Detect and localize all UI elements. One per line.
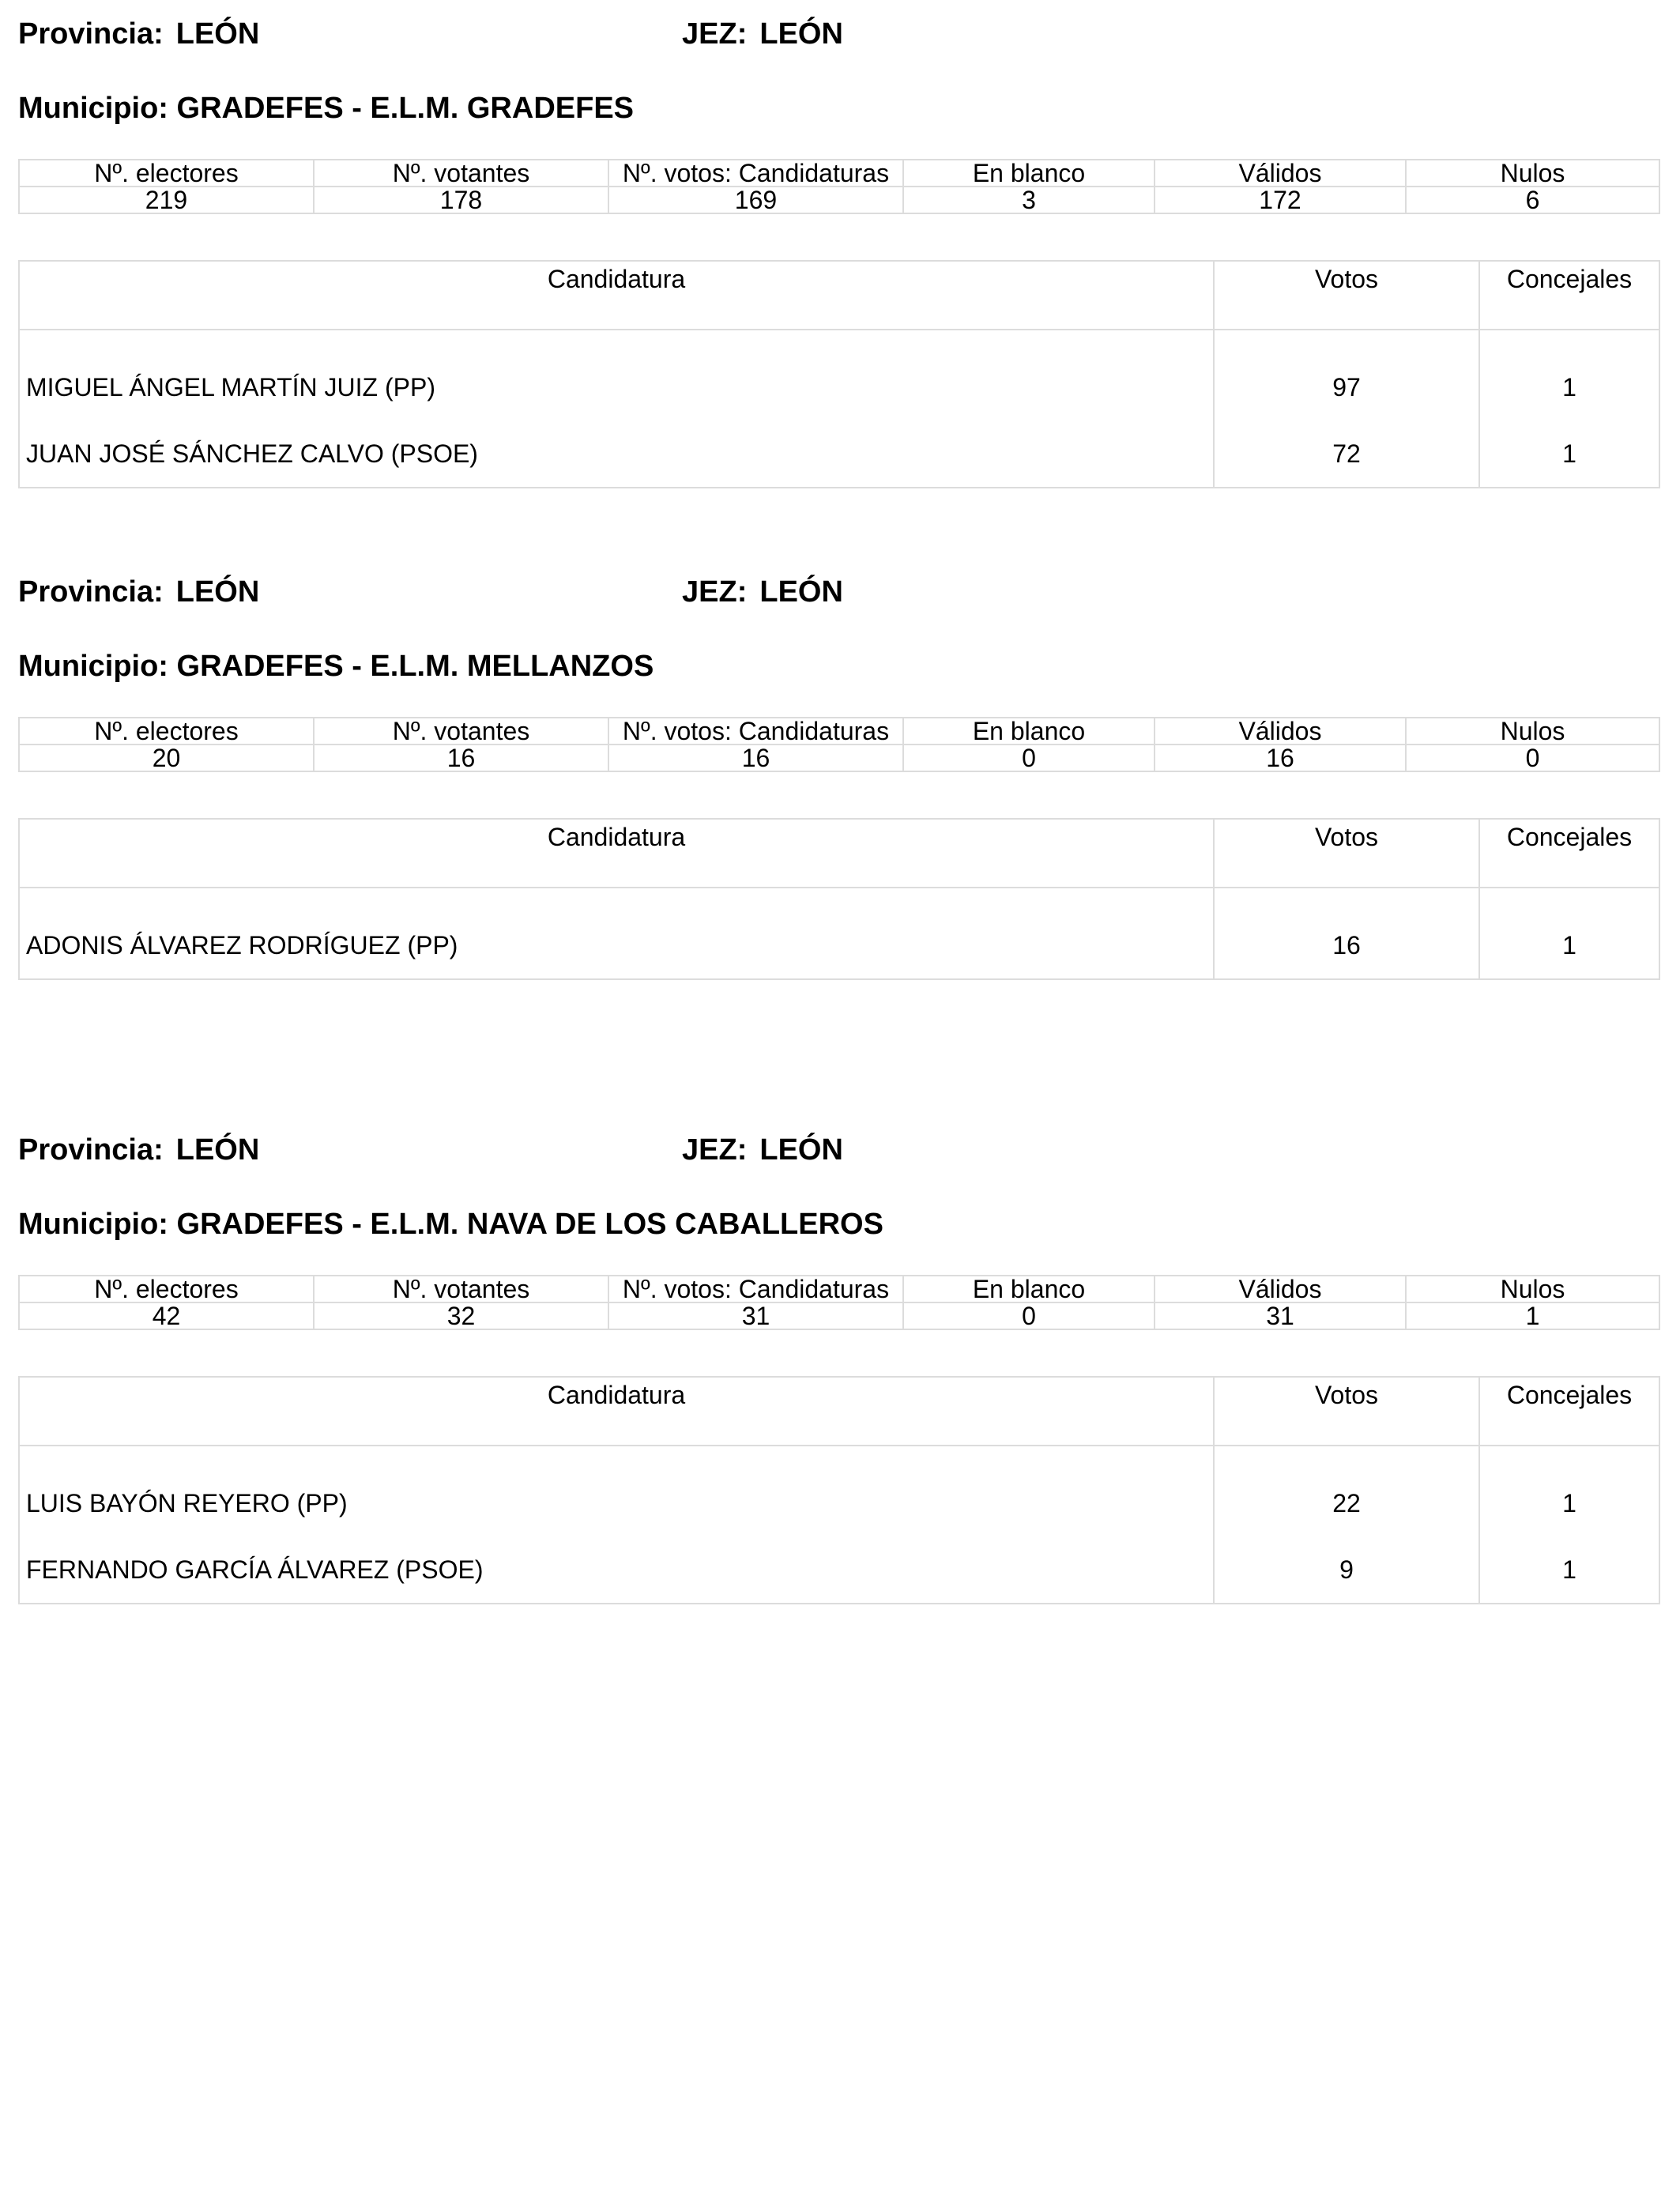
provincia-value: LEÓN	[175, 1133, 260, 1167]
stats-value: 0	[1406, 745, 1659, 771]
stats-value-row	[19, 187, 1659, 213]
candidatura-header: Candidatura	[19, 819, 1214, 888]
stats-header: Válidos	[1155, 718, 1406, 745]
municipio-line	[18, 650, 654, 684]
votos-header: Votos	[1214, 819, 1479, 888]
candidate-name: JUAN JOSÉ SÁNCHEZ CALVO (PSOE)	[19, 420, 1214, 488]
jez-line	[682, 1133, 843, 1167]
provincia-label: Provincia:	[18, 1133, 164, 1167]
provincia-value: LEÓN	[175, 575, 260, 609]
stats-header-row	[19, 718, 1659, 745]
candidates-table	[18, 1376, 1660, 1604]
provincia-label: Provincia:	[18, 575, 164, 609]
concejales-header: Concejales	[1479, 1377, 1659, 1446]
jez-value: LEÓN	[759, 1133, 843, 1167]
jez-line	[682, 17, 843, 51]
stats-header: Válidos	[1155, 1276, 1406, 1302]
provincia-line	[18, 575, 259, 609]
candidate-row	[19, 888, 1659, 979]
concejales-header: Concejales	[1479, 261, 1659, 330]
candidate-votos: 72	[1214, 420, 1479, 488]
candidate-name: MIGUEL ÁNGEL MARTÍN JUIZ (PP)	[19, 330, 1214, 420]
candidate-votos: 9	[1214, 1536, 1479, 1604]
candidatura-header: Candidatura	[19, 261, 1214, 330]
stats-header: Nº. electores	[19, 718, 314, 745]
candidates-table	[18, 818, 1660, 980]
stats-header: Nº. votantes	[314, 1276, 608, 1302]
stats-value: 169	[608, 187, 903, 213]
stats-header: Nº. electores	[19, 160, 314, 187]
stats-header: Nº. votantes	[314, 160, 608, 187]
candidate-row	[19, 1446, 1659, 1536]
stats-header: Nulos	[1406, 1276, 1659, 1302]
candidate-row	[19, 1536, 1659, 1604]
provincia-value: LEÓN	[175, 17, 260, 51]
stats-header: En blanco	[903, 1276, 1155, 1302]
stats-value: 6	[1406, 187, 1659, 213]
candidate-name: LUIS BAYÓN REYERO (PP)	[19, 1446, 1214, 1536]
stats-value: 32	[314, 1302, 608, 1329]
stats-value: 178	[314, 187, 608, 213]
stats-value: 16	[314, 745, 608, 771]
jez-label: JEZ:	[682, 575, 748, 609]
stats-header: Válidos	[1155, 160, 1406, 187]
municipio-line	[18, 92, 634, 126]
votos-header: Votos	[1214, 1377, 1479, 1446]
stats-value-row	[19, 1302, 1659, 1329]
municipio-line	[18, 1208, 883, 1242]
jez-line	[682, 575, 843, 609]
stats-value: 0	[903, 745, 1155, 771]
candidatura-header: Candidatura	[19, 1377, 1214, 1446]
stats-value: 1	[1406, 1302, 1659, 1329]
candidates-header-row	[19, 1377, 1659, 1446]
provincia-line	[18, 1133, 259, 1167]
concejales-header: Concejales	[1479, 819, 1659, 888]
stats-value: 172	[1155, 187, 1406, 213]
jez-value: LEÓN	[759, 575, 843, 609]
stats-table	[18, 1275, 1660, 1330]
provincia-label: Provincia:	[18, 17, 164, 51]
stats-value: 31	[1155, 1302, 1406, 1329]
stats-header: En blanco	[903, 718, 1155, 745]
votos-header: Votos	[1214, 261, 1479, 330]
stats-table	[18, 717, 1660, 772]
municipio-value: GRADEFES - E.L.M. NAVA DE LOS CABALLEROS	[176, 1208, 883, 1241]
candidate-concejales: 1	[1479, 330, 1659, 420]
stats-header: En blanco	[903, 160, 1155, 187]
stats-header: Nulos	[1406, 718, 1659, 745]
stats-header-row	[19, 160, 1659, 187]
stats-header: Nº. votos: Candidaturas	[608, 160, 903, 187]
jez-value: LEÓN	[759, 17, 843, 51]
candidate-votos: 97	[1214, 330, 1479, 420]
stats-header: Nº. votantes	[314, 718, 608, 745]
stats-value: 16	[1155, 745, 1406, 771]
provincia-line	[18, 17, 259, 51]
candidate-concejales: 1	[1479, 1446, 1659, 1536]
candidate-concejales: 1	[1479, 420, 1659, 488]
jez-label: JEZ:	[682, 17, 748, 51]
stats-table	[18, 159, 1660, 214]
candidate-row	[19, 330, 1659, 420]
candidate-votos: 16	[1214, 888, 1479, 979]
candidate-row	[19, 420, 1659, 488]
candidate-votos: 22	[1214, 1446, 1479, 1536]
stats-value: 3	[903, 187, 1155, 213]
candidates-table	[18, 260, 1660, 488]
stats-value: 42	[19, 1302, 314, 1329]
stats-header: Nº. votos: Candidaturas	[608, 718, 903, 745]
stats-header-row	[19, 1276, 1659, 1302]
stats-value-row	[19, 745, 1659, 771]
stats-value: 219	[19, 187, 314, 213]
candidate-name: FERNANDO GARCÍA ÁLVAREZ (PSOE)	[19, 1536, 1214, 1604]
candidate-concejales: 1	[1479, 1536, 1659, 1604]
municipio-value: GRADEFES - E.L.M. MELLANZOS	[176, 650, 654, 683]
stats-header: Nulos	[1406, 160, 1659, 187]
candidates-header-row	[19, 261, 1659, 330]
candidates-header-row	[19, 819, 1659, 888]
stats-value: 16	[608, 745, 903, 771]
stats-header: Nº. electores	[19, 1276, 314, 1302]
candidate-name: ADONIS ÁLVAREZ RODRÍGUEZ (PP)	[19, 888, 1214, 979]
stats-value: 20	[19, 745, 314, 771]
municipio-label: Municipio:	[18, 92, 168, 125]
municipio-label: Municipio:	[18, 650, 168, 683]
municipio-value: GRADEFES - E.L.M. GRADEFES	[176, 92, 635, 125]
stats-value: 0	[903, 1302, 1155, 1329]
municipio-label: Municipio:	[18, 1208, 168, 1241]
candidate-concejales: 1	[1479, 888, 1659, 979]
stats-value: 31	[608, 1302, 903, 1329]
jez-label: JEZ:	[682, 1133, 748, 1167]
stats-header: Nº. votos: Candidaturas	[608, 1276, 903, 1302]
